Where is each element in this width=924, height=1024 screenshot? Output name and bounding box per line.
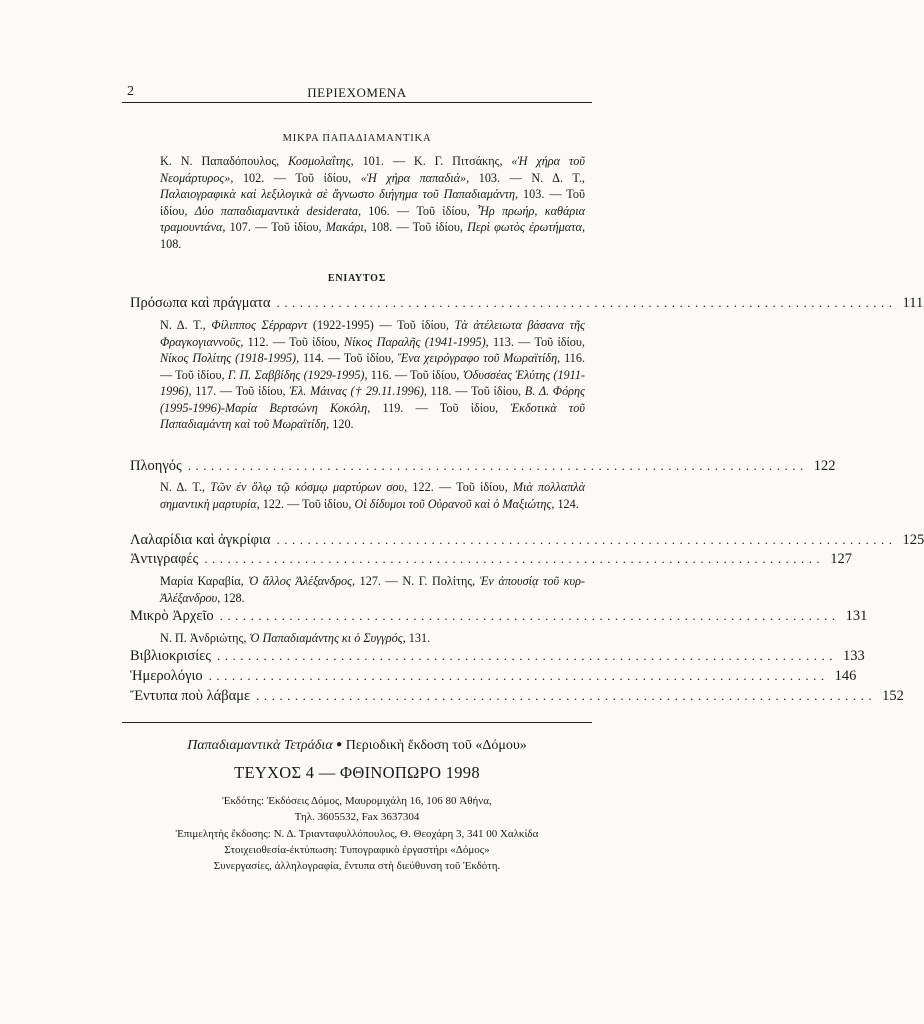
toc-entry-label: Πρόσωπα καὶ πράγματα: [130, 295, 271, 311]
italic-title: Νίκος Πολίτης (1918-1995): [160, 351, 297, 365]
toc-entry-label: Πλοηγός: [130, 458, 182, 474]
italic-title: Γ. Π. Σαββίδης (1929-1995): [227, 367, 365, 382]
page-number: 2: [127, 84, 134, 99]
toc-entry-label: Ἡμερολόγιο: [130, 668, 203, 684]
toc-entry-lalaridia[interactable]: [130, 532, 924, 552]
text-run: , 122. — Τοῦ ἰδίου,: [404, 480, 513, 494]
toc-entry-vivliokrisies[interactable]: [130, 648, 865, 668]
toc-entry-page: 127: [830, 551, 852, 567]
page-header: [122, 82, 592, 103]
toc-entry-page: 111: [902, 295, 924, 311]
toc-entry-prosopa-details: [160, 317, 585, 433]
text-run: , 103. — Τοῦ ἰδίου,: [160, 187, 585, 218]
italic-title: Δύο παπαδιαμαντικὰ desiderata: [194, 203, 358, 218]
text-run: , 103. — Ν. Δ. Τ.,: [466, 170, 585, 185]
text-run: , 106. — Τοῦ ἰδίου,: [357, 203, 478, 218]
toc-entry-entypa[interactable]: [130, 688, 904, 708]
toc-entry-imerologio[interactable]: [130, 668, 857, 688]
text-run: Ν. Π. Ἀνδριώτης,: [160, 631, 250, 645]
leader-dots: ................................................................................: [219, 608, 840, 623]
toc-entry-ploigos-details: [160, 479, 585, 512]
running-title: ΠΕΡΙΕΧΟΜΕΝΑ: [307, 85, 407, 100]
footer-divider: [122, 722, 592, 723]
section-title-eniautos: ΕΝΙΑΥΤΟΣ: [327, 273, 387, 284]
text-run: , 116. — Τοῦ ἰδίου,: [364, 367, 463, 382]
text-run: , 128.: [217, 590, 245, 605]
journal-line: [122, 738, 592, 754]
italic-title: Οἱ δίδυμοι τοῦ Οὐρανοῦ καὶ ὁ Μαξιώτης: [354, 496, 552, 511]
leader-dots: ................................................................................: [256, 688, 877, 703]
text-run: , 107. — Τοῦ ἰδίου,: [222, 220, 326, 234]
journal-subtitle: Περιοδικὴ ἔκδοση τοῦ «Δόμου»: [345, 738, 527, 753]
italic-title: Ὀδυσσέας Ἐλύτης (1911-1996): [160, 367, 585, 398]
issue-title: ΤΕΥΧΟΣ 4 — ΦΘΙΝΟΠΩΡΟ 1998: [234, 763, 480, 782]
toc-entry-page: 152: [882, 688, 904, 704]
toc-entry-page: 146: [834, 668, 857, 684]
text-run: Μαρία Καραβία,: [160, 574, 249, 588]
toc-entry-antigrafes[interactable]: [130, 551, 852, 571]
toc-entry-mikro-arxeio-details: [160, 630, 585, 647]
toc-entry-page: 133: [842, 648, 865, 664]
italic-title: Τῶν ἐν ὅλῳ τῷ κόσμῳ μαρτύρων σου: [210, 480, 405, 494]
text-run: , 101. — Κ. Γ. Πιτσάκης,: [350, 154, 512, 168]
text-run: , 114. — Τοῦ ἰδίου,: [296, 351, 398, 365]
text-run: , 112. — Τοῦ ἰδίου,: [240, 334, 344, 349]
italic-title: Ἦρ πρωήρ, καθάρια τραμουντάνα: [160, 203, 585, 234]
leader-dots: ................................................................................: [276, 295, 897, 310]
toc-entry-label: Ἀντιγραφές: [130, 551, 199, 567]
journal-title: Παπαδιαμαντικὰ Τετράδια: [187, 738, 333, 753]
text-run: , 102. — Τοῦ ἰδίου,: [230, 170, 361, 185]
italic-title: «Ἡ χήρα παπαδιά»: [360, 170, 467, 185]
leader-dots: ................................................................................: [204, 551, 825, 566]
text-run: , 127. — Ν. Γ. Πολίτης,: [352, 574, 480, 588]
toc-entry-label: Λαλαρίδια καὶ ἀγκρίφια: [130, 532, 271, 548]
text-run: , 117. — Τοῦ ἰδίου,: [188, 384, 290, 398]
leader-dots: ................................................................................: [276, 532, 897, 547]
italic-title: Β. Δ. Φόρης (1995-1996)-Μαρία Βερτσώνη Κοκόλη: [160, 384, 586, 415]
italic-title: Ἐλ. Μάινας († 29.11.1996): [289, 384, 424, 398]
italic-title: Ὁ ἄλλος Ἀλέξανδρος: [248, 574, 353, 588]
italic-title: Φίλιππος Σέρραρντ: [211, 318, 308, 332]
toc-entry-label: Ἔντυπα ποὺ λάβαμε: [130, 688, 251, 704]
italic-title: Περὶ φωτὸς ἐρωτήματα: [467, 220, 582, 234]
colophon: [122, 793, 592, 874]
toc-entry-page: 122: [813, 458, 836, 474]
text-run: , 113. — Τοῦ ἰδίου,: [485, 334, 585, 349]
colophon-line: Στοιχειοθεσία-ἐκτύπωση: Τυπογραφικὸ ἐργαστήρι «Δόμος»: [224, 843, 490, 856]
text-run: , 118. — Τοῦ ἰδίου,: [423, 384, 525, 398]
text-run: , 124.: [551, 496, 579, 511]
toc-entry-page: 131: [845, 608, 868, 624]
text-run: Ν. Δ. Τ.,: [160, 480, 211, 494]
text-run: , 119. — Τοῦ ἰδίου,: [367, 400, 511, 415]
bullet-icon: ●: [336, 739, 343, 750]
italic-title: Μακάρι: [325, 220, 364, 234]
text-run: , 120.: [326, 417, 354, 431]
colophon-line: Ἐπιμελητὴς ἔκδοσης: Ν. Δ. Τριανταφυλλόπουλος, Θ. Θεοχάρη 3, 341 00 Χαλκίδα: [175, 827, 539, 840]
toc-entry-ploigos[interactable]: [130, 458, 836, 478]
colophon-line: Συνεργασίες, ἀλληλογραφία, ἔντυπα στὴ διεύθυνση τοῦ Ἐκδότη.: [213, 860, 501, 873]
text-run: , 108. — Τοῦ ἰδίου,: [363, 220, 468, 234]
text-run: , 116. — Τοῦ ἰδίου,: [160, 351, 585, 382]
italic-title: Κοσμολαΐτης: [288, 154, 351, 168]
colophon-line: Ἐκδότης: Ἐκδόσεις Δόμος, Μαυρομιχάλη 16, 106 80 Ἀθήνα,: [222, 795, 492, 807]
text-run: , 131.: [402, 631, 431, 645]
section-mikra-text: [160, 153, 585, 252]
leader-dots: ................................................................................: [187, 458, 808, 473]
toc-entry-label: Μικρὸ Ἀρχεῖο: [130, 608, 214, 624]
text-run: Ν. Δ. Τ.,: [160, 318, 212, 332]
italic-title: Ἐκδοτικὰ τοῦ Παπαδιαμάντη καὶ τοῦ Μωραϊτίδη: [160, 400, 585, 431]
italic-title: «Ἡ χήρα τοῦ Νεομάρτυρος»: [160, 154, 585, 185]
italic-title: Μιὰ πολλαπλὰ σημαντικὴ μαρτυρία: [160, 480, 585, 511]
italic-title: Παλαιογραφικὰ καὶ λεξιλογικὰ σὲ ἄγνωστο διήγημα τοῦ Παπαδιαμάντη: [160, 187, 516, 201]
leader-dots: ................................................................................: [216, 648, 837, 663]
italic-title: Ἐν ἀπουσίᾳ τοῦ κυρ-Ἀλέξανδρου: [160, 574, 585, 605]
text-run: Κ. Ν. Παπαδόπουλος,: [160, 154, 289, 168]
italic-title: Νίκος Παραλῆς (1941-1995): [343, 334, 486, 349]
leader-dots: ................................................................................: [208, 668, 829, 683]
toc-entry-label: Βιβλιοκρισίες: [130, 648, 211, 664]
section-title-mikra: ΜΙΚΡΑ ΠΑΠΑΔΙΑΜΑΝΤΙΚΑ: [282, 133, 432, 144]
toc-entry-page: 125: [902, 532, 924, 548]
colophon-line: Τηλ. 3605532, Fax 3637304: [294, 811, 420, 824]
text-run: , 122. — Τοῦ ἰδίου,: [256, 496, 355, 511]
toc-entry-antigrafes-details: [160, 573, 585, 606]
toc-entry-prosopa[interactable]: [130, 295, 924, 315]
italic-title: Τὰ ἀτέλειωτα βάσανα τῆς Φραγκογιαννοῦς: [160, 318, 585, 349]
text-run: (1922-1995) — Τοῦ ἰδίου,: [307, 318, 455, 332]
italic-title: Ὁ Παπαδιαμάντης κι ὁ Συγγρός: [249, 631, 403, 645]
text-run: , 108.: [160, 220, 585, 251]
italic-title: Ἕνα χειρόγραφο τοῦ Μωραϊτίδη: [397, 351, 558, 365]
toc-entry-mikro-arxeio[interactable]: [130, 608, 868, 628]
